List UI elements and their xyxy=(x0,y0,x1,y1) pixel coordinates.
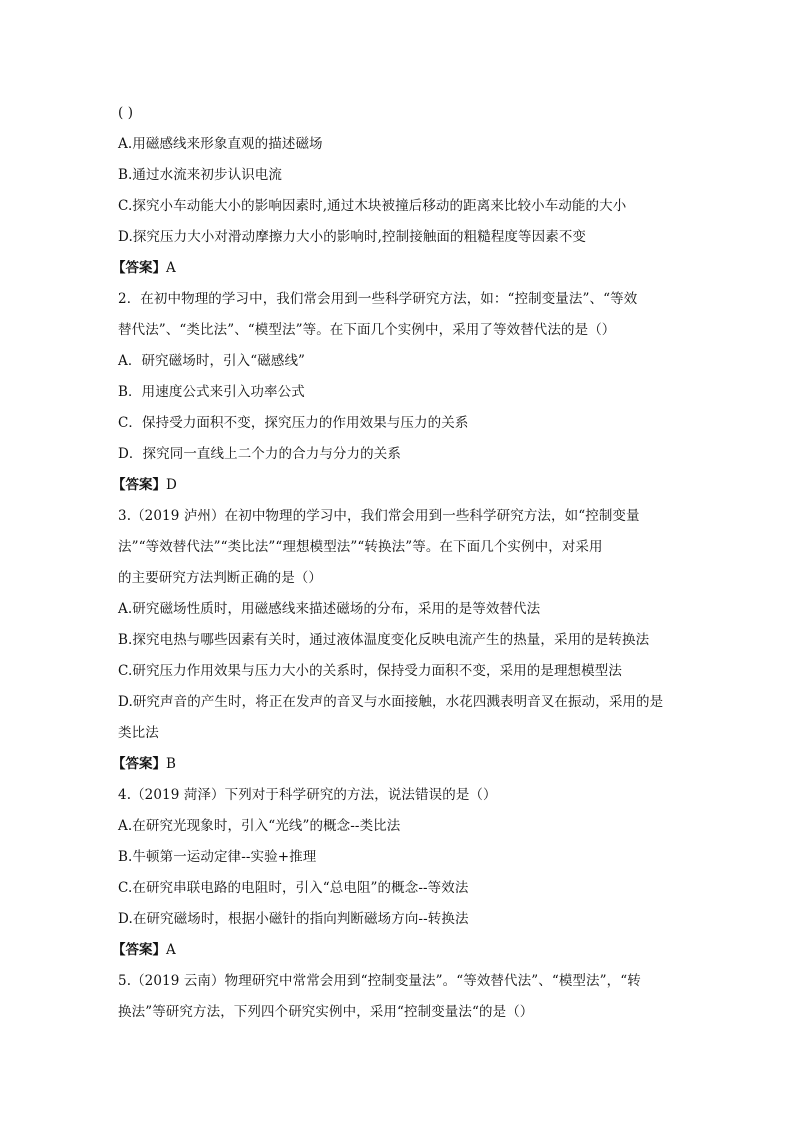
answer-value: A xyxy=(166,260,176,276)
question-4-option-b: B.牛顿第一运动定律--实验+推理 xyxy=(118,849,317,865)
question-3-option-d-continued: 类比法 xyxy=(118,725,159,741)
question-5-stem-line-1: 5.（2019 云南）物理研究中常常会用到“控制变量法”。“等效替代法”、“模型法”，“转 xyxy=(118,973,641,989)
answer-value: D xyxy=(166,477,177,493)
question-2-option-b: B．用速度公式来引入功率公式 xyxy=(118,384,305,400)
question-3-answer xyxy=(112,749,678,780)
question-4-stem-line-1: 4.（2019 菏泽）下列对于科学研究的方法，说法错误的是（） xyxy=(118,787,497,803)
question-1-option-a: A.用磁感线来形象直观的描述磁场 xyxy=(118,136,323,152)
answer-value: B xyxy=(166,756,176,772)
answer-label: 【答案】 xyxy=(112,942,166,958)
question-4-option-d: D.在研究磁场时，根据小磁针的指向判断磁场方向--转换法 xyxy=(118,911,469,927)
question-4-option-c: C.在研究串联电路的电阻时，引入“总电阻”的概念--等效法 xyxy=(118,880,469,896)
question-2-stem-line-2: 替代法”、“类比法”、“模型法”等。在下面几个实例中，采用了等效替代法的是（） xyxy=(118,322,616,338)
question-4-answer xyxy=(112,935,678,966)
question-4-option-a: A.在研究光现象时，引入“光线”的概念--类比法 xyxy=(118,818,401,834)
question-3-stem-line-2: 法”“等效替代法”“类比法”“理想模型法”“转换法”等。在下面几个实例中，对采用 xyxy=(118,539,603,555)
question-1-option-b: B.通过水流来初步认识电流 xyxy=(118,167,283,183)
question-4 xyxy=(112,780,678,966)
answer-label: 【答案】 xyxy=(112,477,166,493)
question-3-stem-line-1: 3.（2019 泸州）在初中物理的学习中，我们常会用到一些科学研究方法，如“控制变量 xyxy=(118,508,640,524)
question-1-answer xyxy=(112,253,678,284)
answer-label: 【答案】 xyxy=(112,260,166,276)
question-2-answer xyxy=(112,470,678,501)
answer-value: A xyxy=(166,942,176,958)
question-3 xyxy=(112,501,678,780)
question-1 xyxy=(112,98,678,284)
answer-label: 【答案】 xyxy=(112,756,166,772)
question-list xyxy=(112,98,678,1028)
question-3-stem-line-3: 的主要研究方法判断正确的是（） xyxy=(118,570,322,586)
question-2-stem-line-1: 2．在初中物理的学习中，我们常会用到一些科学研究方法，如：“控制变量法”、“等效 xyxy=(118,291,638,307)
question-2 xyxy=(112,284,678,501)
question-1-stem: ( ) xyxy=(118,105,134,121)
question-5 xyxy=(118,966,678,1028)
question-3-option-b: B.探究电热与哪些因素有关时，通过液体温度变化反映电流产生的热量，采用的是转换法 xyxy=(118,632,650,648)
question-2-option-c: C．保持受力面积不变，探究压力的作用效果与压力的关系 xyxy=(118,415,469,431)
question-1-option-c: C.探究小车动能大小的影响因素时,通过木块被撞后移动的距离来比较小车动能的大小 xyxy=(118,198,627,214)
question-3-option-d: D.研究声音的产生时，将正在发声的音叉与水面接触，水花四溅表明音叉在振动，采用的是 xyxy=(118,694,664,710)
question-2-option-a: A．研究磁场时，引入“磁感线” xyxy=(118,353,306,369)
question-2-option-d: D．探究同一直线上二个力的合力与分力的关系 xyxy=(118,446,401,462)
question-3-option-a: A.研究磁场性质时，用磁感线来描述磁场的分布，采用的是等效替代法 xyxy=(118,601,541,617)
question-5-stem-line-2: 换法”等研究方法，下列四个研究实例中，采用“控制变量法“的是（） xyxy=(118,1004,534,1020)
question-1-option-d: D.探究压力大小对滑动摩擦力大小的影响时,控制接触面的粗糙程度等因素不变 xyxy=(118,229,587,245)
question-3-option-c: C.研究压力作用效果与压力大小的关系时，保持受力面积不变，采用的是理想模型法 xyxy=(118,663,622,679)
